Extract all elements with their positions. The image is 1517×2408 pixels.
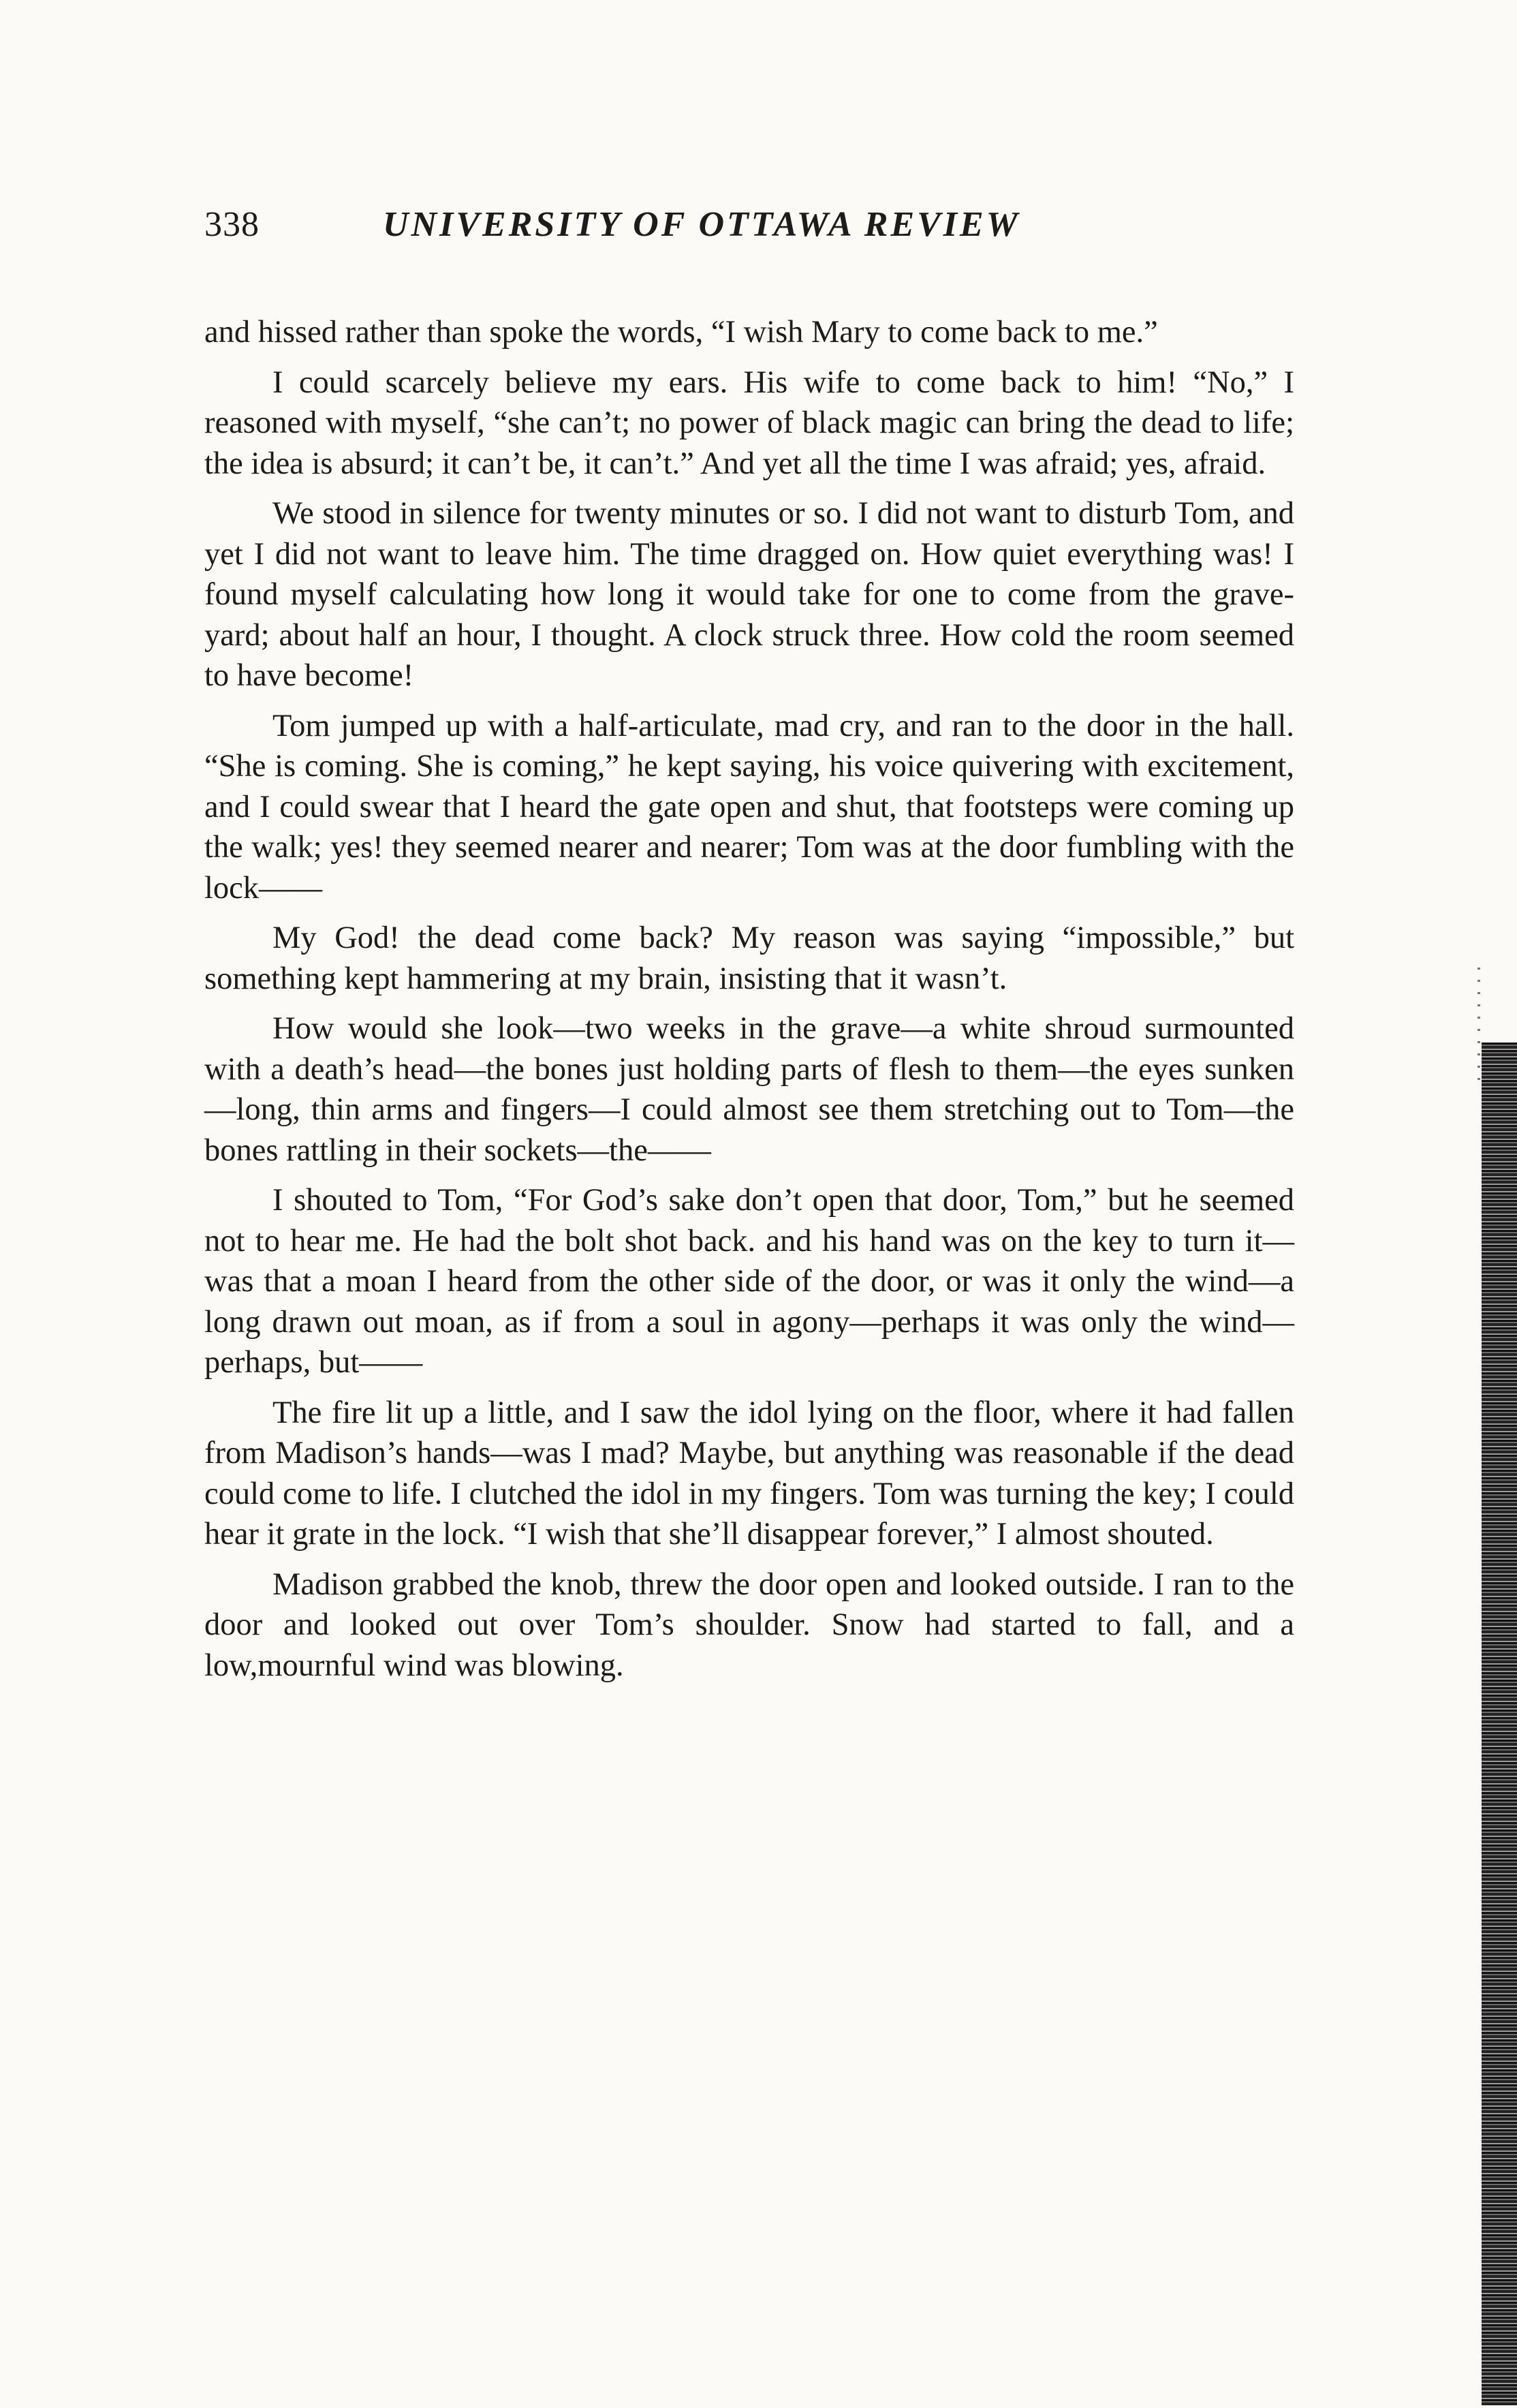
running-head — [204, 204, 1294, 259]
journal-title: UNIVERSITY OF OTTAWA REVIEW — [383, 205, 1020, 244]
paragraph: I shouted to Tom, “For God’s sake don’t open that door, Tom,” but he seemed not to hear me. He had the bolt shot back. and his hand was on the key to turn it—was that a moan I heard from the other side of the door, or was it only the wind—a long drawn out moan, as if from a soul in agony—perhaps it was only the wind—perhaps, but—— — [204, 1183, 1294, 1380]
body-text — [204, 312, 1294, 1686]
paragraph: Tom jumped up with a half-articulate, mad cry, and ran to the door in the hall. “She is coming. She is coming,” he kept saying, his voice quivering with excitement, and I could swear that I heard the gate open and shut, that footsteps were coming up the walk; yes! they seemed nearer and nearer; Tom was at the door fumbling with the lock—— — [204, 708, 1294, 906]
paragraph: Madison grabbed the knob, threw the door open and looked outside. I ran to the door and looked out over Tom’s shoulder. Snow had started to fall, and a low,mournful wind was blowing. — [204, 1566, 1294, 1683]
paragraph: The fire lit up a little, and I saw the idol lying on the floor, where it had fallen from Madison’s hands—was I mad? Maybe, but anything was reasonable if the dead could come to life. I clutched the idol in my fingers. Tom was turning the key; I could hear it grate in the lock. “I wish that she’ll disappear forever,” I almost shouted. — [204, 1395, 1294, 1552]
page-number: 338 — [204, 205, 260, 244]
paragraph: My God! the dead come back? My reason was saying “impossible,” but something kept hammering at my brain, insisting that it wasn’t. — [204, 921, 1294, 996]
paragraph: and hissed rather than spoke the words, “I wish Mary to come back to me.” — [204, 315, 1158, 350]
paragraph: How would she look—two weeks in the grave—a white shroud surmounted with a death’s head—the bones just holding parts of flesh to them—the eyes sunken—long, thin arms and fingers—I could almost see them stretching out to Tom—the bones rattling in their sockets—the—— — [204, 1011, 1294, 1168]
paragraph: We stood in silence for twenty minutes or so. I did not want to disturb Tom, and yet I did not want to leave him. The time dragged on. How quiet everything was! I found myself calculating how long it would take for one to come from the grave-yard; about half an hour, I thought. A clock struck three. How cold the room seemed to have become! — [204, 496, 1294, 693]
page — [204, 204, 1294, 1695]
page-gutter-edge — [1482, 1043, 1517, 2405]
gutter-dots — [1477, 968, 1480, 1083]
paragraph: I could scarcely believe my ears. His wife to come back to him! “No,” I reasoned with myself, “she can’t; no power of black magic can bring the dead to life; the idea is absurd; it can’t be, it can’t.” And yet all the time I was afraid; yes, afraid. — [204, 365, 1294, 481]
